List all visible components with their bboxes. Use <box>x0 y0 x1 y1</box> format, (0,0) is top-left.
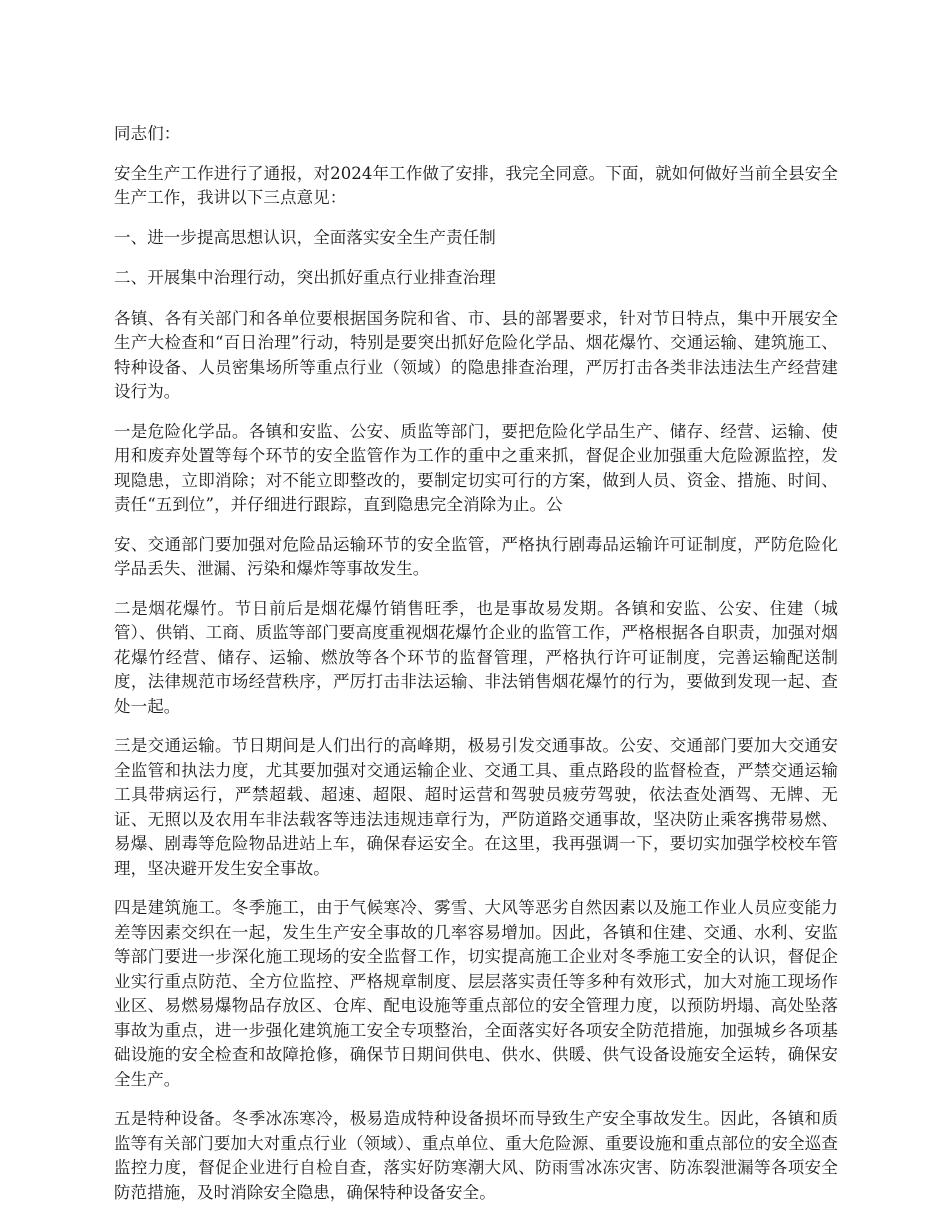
section-heading-1: 一、进一步提高思想认识，全面落实安全生产责任制 <box>114 227 496 247</box>
paragraph-chemicals: 一是危险化学品。各镇和安监、公安、质监等部门，要把危险化学品生产、储存、经营、运输、使用和废弃处置等每个环节的安全监管作为工作的重中之重来抓，督促企业加强重大危险源监控，发现隐患，立即消除；对不能立即整改的，要制定切实可行的方案，做到人员、资金、措施、时间、责任“五到位”，并仔细进行跟踪，直到隐患完全消除为止。公 <box>114 421 838 514</box>
section-heading-2: 二、开展集中治理行动，突出抓好重点行业排查治理 <box>114 268 496 287</box>
paragraph-general: 各镇、各有关部门和各单位要根据国务院和省、市、县的部署要求，针对节日特点，集中开展安全生产大检查和“百日治理”行动，特别是要突出抓好危险化学品、烟花爆竹、交通运输、建筑施工、特种设备、人员密集场所等重点行业（领域）的隐患排查治理，严厉打击各类非法违法生产经营建设行为。 <box>114 308 838 401</box>
paragraph-chemicals-continued: 安、交通部门要加强对危险品运输环节的安全监管，严格执行剧毒品运输许可证制度，严防危险化学品丢失、泄漏、污染和爆炸等事故发生。 <box>114 534 838 578</box>
intro-paragraph: 安全生产工作进行了通报，对2024年工作做了安排，我完全同意。下面，就如何做好当前全县安全生产工作，我讲以下三点意见： <box>114 163 838 207</box>
document-body <box>114 122 838 1220</box>
paragraph-construction: 四是建筑施工。冬季施工，由于气候寒冷、雾雪、大风等恶劣自然因素以及施工作业人员应变能力差等因素交织在一起，发生生产安全事故的几率容易增加。因此，各镇和住建、交通、水利、安监等部门要进一步深化施工现场的安全监督工作，切实提高施工企业对冬季施工安全的认识，督促企业实行重点防范、全方位监控、严格规章制度、层层落实责任等多种有效形式，加大对施工现场作业区、易燃易爆物品存放区、仓库、配电设施等重点部位的安全管理力度，以预防坍塌、高处坠落事故为重点，进一步强化建筑施工安全专项整治，全面落实好各项安全防范措施，加强城乡各项基础设施的安全检查和故障抢修，确保节日期间供电、供水、供暖、供气设备设施安全运转，确保安全生产。 <box>114 898 838 1089</box>
paragraph-special-equipment: 五是特种设备。冬季冰冻寒冷，极易造成特种设备损坏而导致生产安全事故发生。因此，各镇和质监等有关部门要加大对重点行业（领域）、重点单位、重大危险源、重要设施和重点部位的安全巡查监控力度，督促企业进行自检自查，落实好防寒潮大风、防雨雪冰冻灾害、防冻裂泄漏等各项安全防范措施，及时消除安全隐患，确保特种设备安全。 <box>114 1109 838 1202</box>
greeting: 同志们： <box>114 124 181 143</box>
paragraph-transport: 三是交通运输。节日期间是人们出行的高峰期，极易引发交通事故。公安、交通部门要加大交通安全监管和执法力度，尤其要加强对交通运输企业、交通工具、重点路段的监督检查，严禁交通运输工具带病运行，严禁超载、超速、超限、超时运营和驾驶员疲劳驾驶，依法查处酒驾、无牌、无证、无照以及农用车非法载客等违法违规违章行为，严防道路交通事故，坚决防止乘客携带易燃、易爆、剧毒等危险物品进站上车，确保春运安全。在这里，我再强调一下，要切实加强学校校车管理，坚决避开发生安全事故。 <box>114 736 838 878</box>
paragraph-fireworks: 二是烟花爆竹。节日前后是烟花爆竹销售旺季，也是事故易发期。各镇和安监、公安、住建（城管）、供销、工商、质监等部门要高度重视烟花爆竹企业的监管工作，严格根据各自职责，加强对烟花爆竹经营、储存、运输、燃放等各个环节的监督管理，严格执行许可证制度，完善运输配送制度，法律规范市场经营秩序，严厉打击非法运输、非法销售烟花爆竹的行为，要做到发现一起、查处一起。 <box>114 598 838 716</box>
